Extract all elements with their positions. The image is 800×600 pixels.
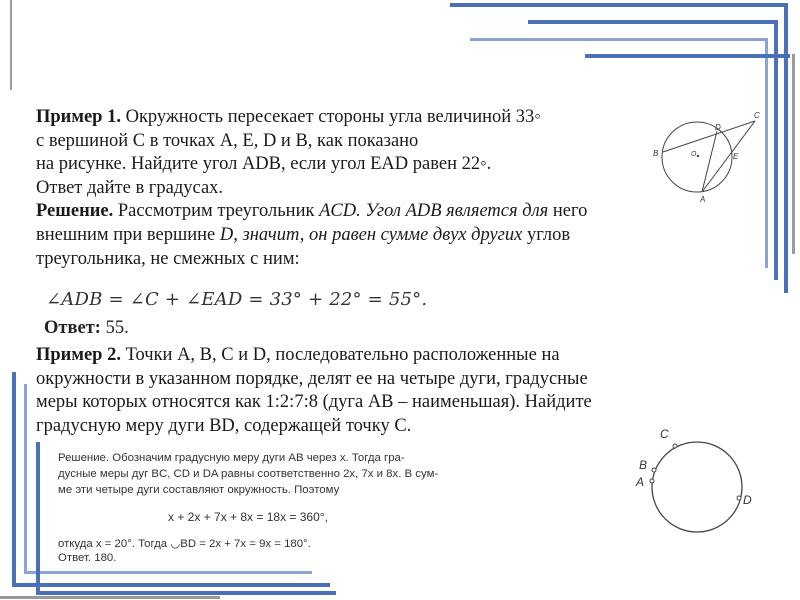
example1-line2: с вершиной С в точках А, E, D и B, как показано (36, 130, 419, 151)
figure2-label-d: D (743, 493, 752, 507)
solution-line1: Решение. Обозначим градусную меру дуги AB через x. Тогда гра- (58, 452, 405, 464)
figure2-circle (652, 442, 742, 532)
frame-bottom-line-4 (0, 596, 220, 599)
frame-right-line-2 (774, 20, 778, 280)
example1-answer (44, 318, 129, 339)
frame-top-line-4 (585, 54, 790, 58)
figure2-label-b: B (639, 458, 648, 472)
frame-top-line-2 (528, 20, 778, 24)
figure1-ray-bc (663, 121, 755, 152)
figure1-label-d: D (715, 123, 721, 132)
example2-line4: градусную меру дуги BD, содержащей точку С. (36, 415, 412, 436)
frame-right-line-4 (792, 54, 795, 254)
figure1-ray-ac (702, 121, 755, 192)
example1-solution-line3: треугольника, не смежных с ним: (36, 248, 300, 269)
example1-solution-line2: внешним при вершине D, значит, он равен сумме двух других углов (36, 224, 571, 245)
example1-title: Пример 1. (36, 107, 121, 127)
frame-right-line-3 (765, 38, 768, 268)
figure1-label-a: A (700, 195, 706, 204)
figure1-label-o: O (691, 151, 697, 158)
frame-top-line-1 (450, 3, 788, 7)
figure2-circle-diagram (628, 420, 758, 540)
example1-line1: Пример 1. Окружность пересекает стороны угла величиной 33◦ (36, 107, 541, 127)
figure2-point-a (650, 479, 654, 483)
frame-top-line-3 (470, 38, 768, 41)
example2-line3: меры которых относятся как 1:2:7:8 (дуга AB – наименьшая). Найдите (36, 392, 592, 413)
solution-answer: Ответ. 180. (58, 552, 117, 564)
solution-label: Решение. (36, 201, 114, 222)
figure2-label-c: C (660, 427, 669, 441)
frame-left-line-top (10, 0, 12, 90)
answer-value: 55. (100, 318, 129, 338)
figure1-label-e: E (733, 152, 739, 161)
solution-line4: откуда x = 20°. Тогда ◡BD = 2x + 7x = 9x = 180°. (58, 538, 311, 550)
lesson-text (36, 106, 716, 271)
frame-left-line-3 (36, 442, 40, 592)
figure1-label-c: C (754, 111, 760, 120)
frame-bottom-line-3 (36, 591, 336, 595)
figure2-point-d (737, 496, 741, 500)
solution-equation: x + 2x + 7x + 8x = 18x = 360°, (168, 510, 328, 524)
frame-right-line-1 (784, 3, 788, 293)
figure1-center-point (697, 155, 699, 157)
example1-line4: Ответ дайте в градусах. (36, 177, 224, 198)
figure2-label-a: A (636, 475, 645, 489)
example2-title: Пример 2. (36, 345, 121, 365)
example1-solution-line1: Решение. Рассмотрим треугольник ACD. Угол ADB является для него (36, 201, 588, 222)
figure1-circle-diagram (650, 106, 765, 206)
figure1-chord-ad (702, 131, 717, 192)
answer-label: Ответ: (44, 318, 101, 338)
example1-line3: на рисунке. Найдите угол ADB, если угол EAD равен 22◦. (36, 154, 492, 175)
example2-solution-scan (58, 452, 458, 574)
example1-formula: ∠ADB = ∠C + ∠EAD = 33° + 22° = 55°. (46, 289, 428, 310)
example2-text (36, 344, 716, 438)
figure2-point-b (652, 468, 656, 472)
frame-left-line-1 (12, 372, 16, 586)
figure2-point-c (673, 444, 677, 448)
frame-left-line-2 (24, 384, 27, 574)
solution-line3: ме эти четыре дуги составляют окружность. Поэтому (58, 484, 340, 496)
figure1-label-b: B (653, 149, 659, 158)
solution-line2: дусные меры дуг BC, CD и DA равны соответственно 2x, 7x и 8x. В сум- (58, 468, 439, 480)
example2-line2: окружности в указанном порядке, делят ее на четыре дуги, градусные (36, 368, 588, 389)
frame-bottom-line-1 (12, 583, 330, 587)
example2-line1: Пример 2. Точки A, B, C и D, последовательно расположенные на (36, 345, 560, 365)
